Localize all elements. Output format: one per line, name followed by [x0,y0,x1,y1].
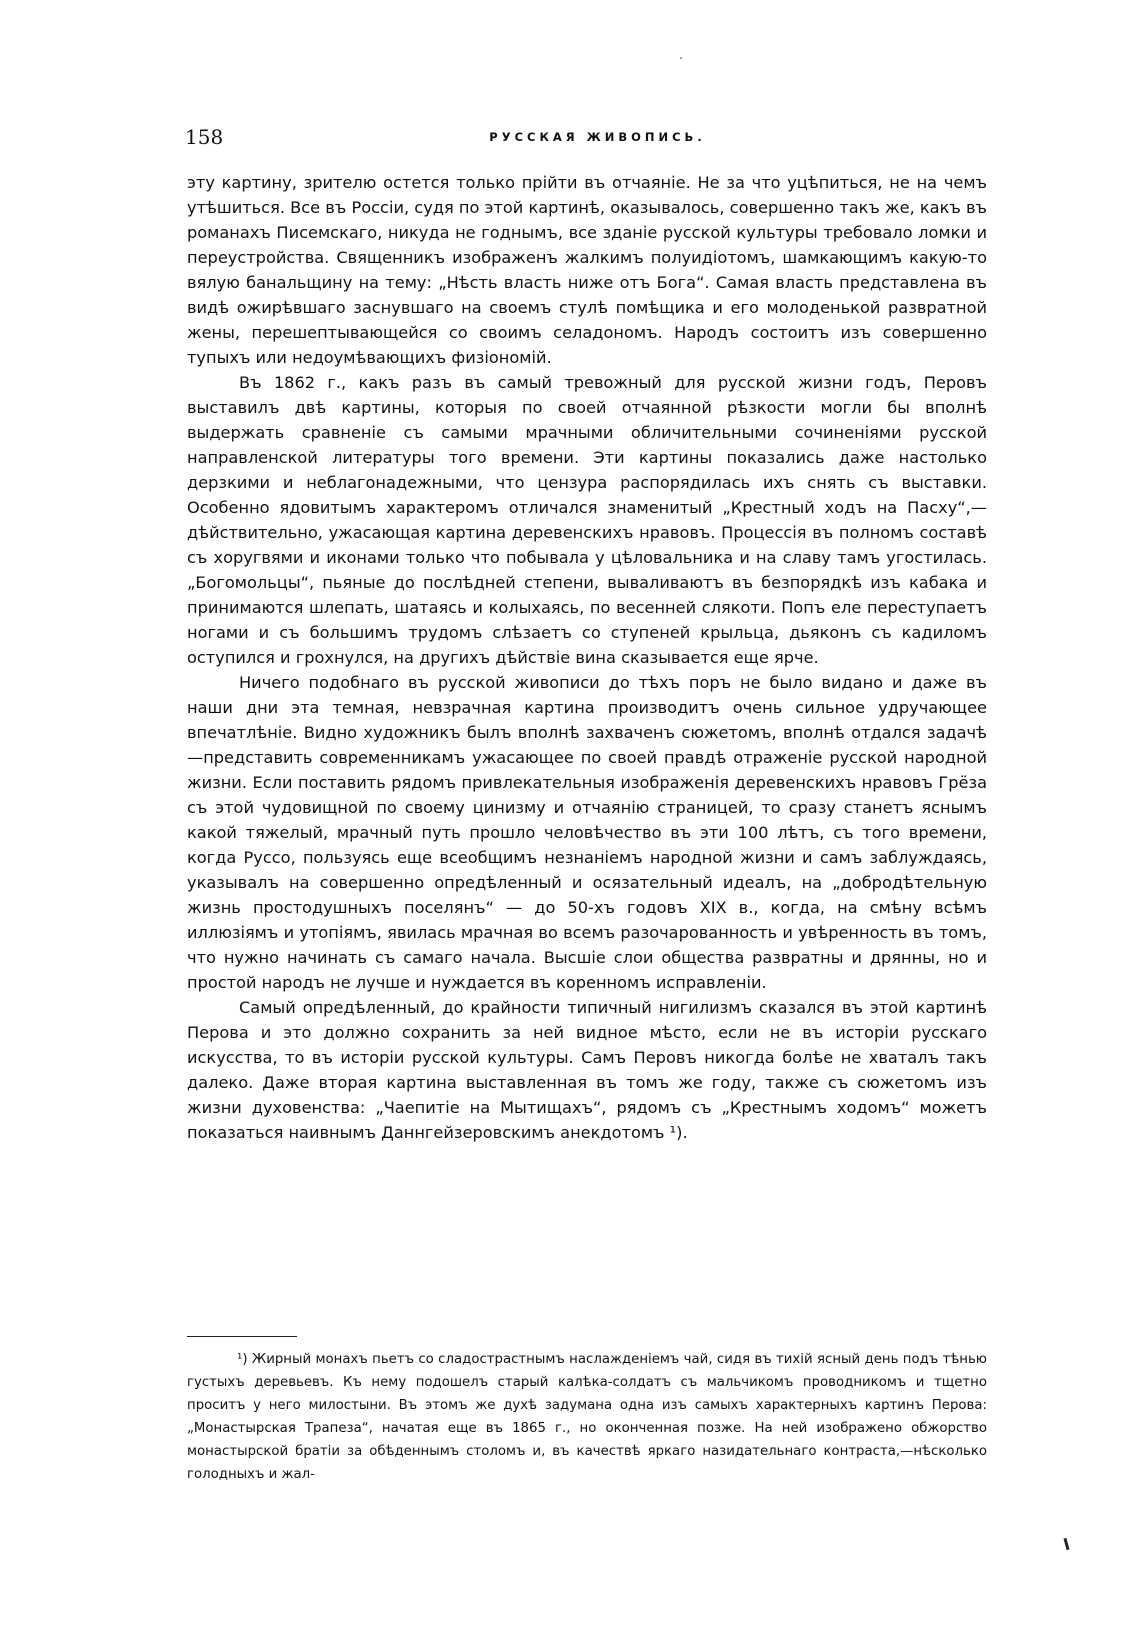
page-header [185,123,990,151]
paragraph: Самый опредѣленный, до крайности типичный нигилизмъ сказался въ этой картинѣ Перова и это должно сохранить за ней видное мѣсто, если не въ исторіи русскаго искусства, то въ исторіи русской культуры. Самъ Перовъ никогда болѣе не хваталъ такъ далеко. Даже вторая картина выставленная въ томъ же году, также съ сюжетомъ изъ жизни духовенства: „Чаепитіе на Мытищахъ“, рядомъ съ „Крестнымъ ходомъ“ можетъ показаться наивнымъ Даннгейзеровскимъ анекдотомъ ¹). [187,998,987,1142]
running-title: РУССКАЯ ЖИВОПИСЬ. [489,130,706,144]
paragraph: эту картину, зрителю остется только прійти въ отчаяніе. Не за что уцѣпиться, не на чемъ утѣшиться. Все въ Россіи, судя по этой картинѣ, оказывалось, совершенно такъ же, какъ въ романахъ Писемскаго, никуда не годнымъ, все зданіе русской культуры требовало ломки и переустройства. Священникъ изображенъ жалкимъ полуидіотомъ, шамкающимъ какую-то вялую банальщину на тему: „Нѣсть власть ниже отъ Бога“. Самая власть представлена въ видѣ ожирѣвшаго заснувшаго на своемъ стулѣ помѣщика и его молоденькой развратной жены, перешептывающейся со своимъ селадономъ. Народъ состоитъ изъ совершенно тупыхъ или недоумѣвающихъ физіономій. [187,173,987,367]
footnote: ¹) Жирный монахъ пьетъ со сладострастнымъ наслажденіемъ чай, сидя въ тихій ясный день подъ тѣнью густыхъ деревьевъ. Къ нему подошелъ старый калѣка-солдатъ съ мальчикомъ проводникомъ и тщетно проситъ у него милостыни. Въ этомъ же духѣ задумана одна изъ самыхъ характерныхъ картинъ Перова: „Монастырская Трапеза“, начатая еще въ 1865 г., но оконченная позже. На ней изображено обжорство монастырской братіи за обѣденнымъ столомъ и, въ качествѣ яркаго назидательнаго контраста,—нѣсколько голодныхъ и жал- [187,1352,987,1482]
speck-mark [680,57,682,59]
body-text [187,170,987,1145]
footnote-divider [187,1336,297,1337]
stray-mark [1063,1538,1069,1550]
paragraph: Въ 1862 г., какъ разъ въ самый тревожный для русской жизни годъ, Перовъ выставилъ двѣ картины, которыя по своей отчаянной рѣзкости могли бы вполнѣ выдержать сравненіе съ самыми мрачными обличительными сочиненіями русской направленской литературы того времени. Эти картины показались даже настолько дерзкими и неблагонадежными, что цензура распорядилась ихъ снять съ выставки. Особенно ядовитымъ характеромъ отличался знаменитый „Крестный ходъ на Пасху“,—дѣйствительно, ужасающая картина деревенскихъ нравовъ. Процессія въ полномъ составѣ съ хоругвями и иконами только что побывала у цѣловальника и на славу тамъ угостилась. „Богомольцы“, пьяные до послѣдней степени, вываливаютъ въ безпорядкѣ изъ кабака и принимаются шлепать, шатаясь и колыхаясь, по весенней слякоти. Попъ еле переступаетъ ногами и съ большимъ трудомъ слѣзаетъ со ступеней крыльца, дьяконъ съ кадиломъ оступился и грохнулся, на другихъ дѣйствіе вина сказывается еще ярче. [187,373,987,667]
paragraph: Ничего подобнаго въ русской живописи до тѣхъ поръ не было видано и даже въ наши дни эта темная, невзрачная картина производитъ очень сильное удручающее впечатлѣніе. Видно художникъ былъ вполнѣ захваченъ сюжетомъ, вполнѣ отдался задачѣ—представить современникамъ ужасающее по своей правдѣ отраженіе русской народной жизни. Если поставить рядомъ привлекательныя изображенія деревенскихъ нравовъ Грёза съ этой чудовищной по своему цинизму и отчаянію страницей, то сразу станетъ яснымъ какой тяжелый, мрачный путь прошло человѣчество въ эти 100 лѣтъ, съ того времени, когда Руссо, пользуясь еще всеобщимъ незнаніемъ народной жизни и самъ заблуждаясь, указывалъ на совершенно опредѣленный и осязательный идеалъ, на „добродѣтельную жизнь простодушныхъ поселянъ“ — до 50-хъ годовъ XIX в., когда, на смѣну всѣмъ иллюзіямъ и утопіямъ, явилась мрачная во всемъ разочарованность и увѣренность въ томъ, что нужно начинать съ самаго начала. Высшіе слои общества развратны и дрянны, но и простой народъ не лучше и нуждается въ коренномъ исправленіи. [187,673,987,992]
page-number: 158 [185,125,224,149]
